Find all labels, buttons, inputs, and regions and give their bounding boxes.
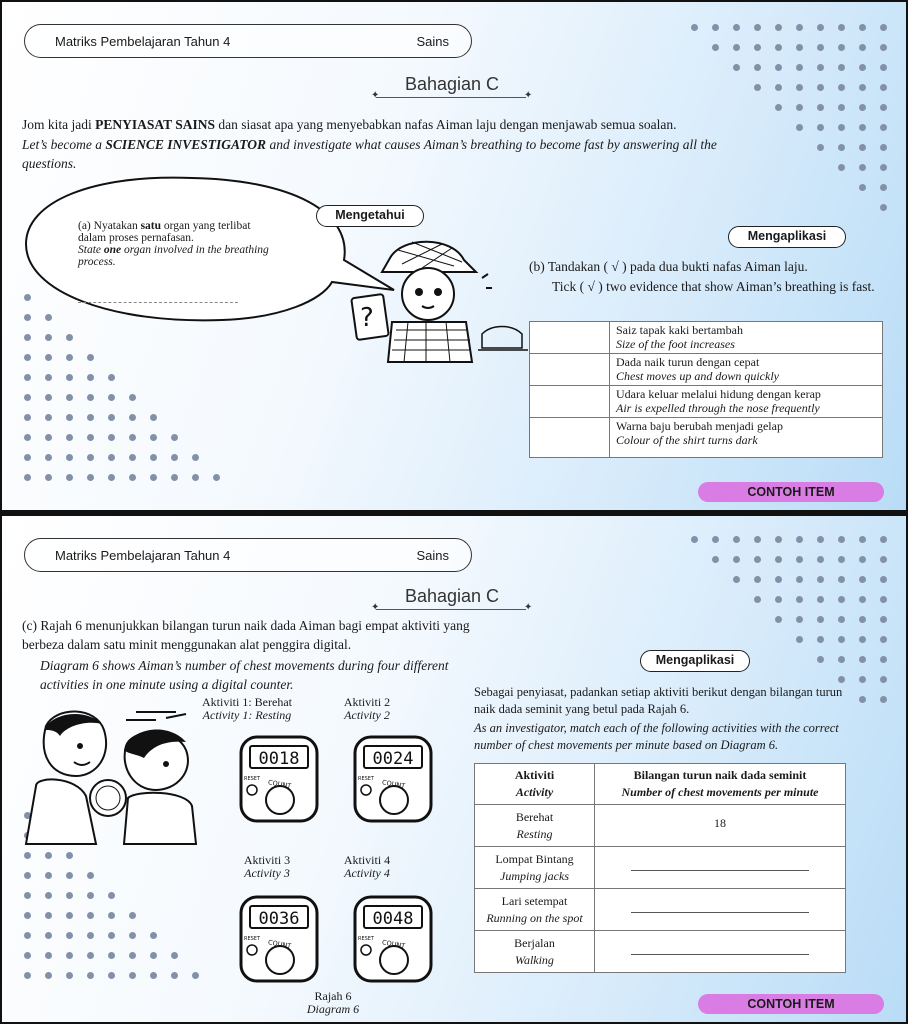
decor-dot [66,852,73,859]
decor-dot [66,454,73,461]
decor-dot [817,556,824,563]
activity-cell: Lompat Bintang Jumping jacks [475,847,595,889]
decor-dot [838,616,845,623]
decor-dot [24,374,31,381]
tick-cell[interactable] [530,322,610,354]
decor-dot [796,84,803,91]
decor-dot [880,204,887,211]
decor-dot [87,872,94,879]
decor-dot [733,556,740,563]
decor-dot [838,84,845,91]
decor-dot [45,892,52,899]
table-row [475,847,846,889]
decor-dot [129,414,136,421]
table-header-row [475,764,846,805]
decor-dot [87,454,94,461]
answer-blank[interactable] [631,901,809,913]
decor-dot [859,184,866,191]
decor-dot [880,124,887,131]
decor-dot [45,872,52,879]
decor-dot [108,394,115,401]
decor-dot [24,454,31,461]
reset-label: RESET [358,776,375,782]
decor-dot [66,892,73,899]
tick-cell[interactable] [530,354,610,386]
decor-dot [796,44,803,51]
decor-dot [817,64,824,71]
decor-dot [859,616,866,623]
counter-label: Aktiviti 1: Berehat Activity 1: Resting [202,695,292,722]
activity-cell: Lari setempat Running on the spot [475,889,595,931]
decor-dot [838,536,845,543]
decor-dot [796,636,803,643]
decor-dot [838,556,845,563]
section-title: Bahagian C [404,586,500,606]
decor-dot [66,932,73,939]
tick-cell[interactable] [530,386,610,418]
decor-dot [817,124,824,131]
decor-dot [66,434,73,441]
question-b-english: Tick ( √ ) two evidence that show Aiman’s breathing is fast. [552,279,875,294]
intro-malay: Jom kita jadi PENYIASAT SAINS dan siasat apa yang menyebabkan nafas Aiman laju dengan menjawab semua soalan. [22,117,677,132]
decor-dot [66,872,73,879]
decor-dot [129,434,136,441]
decor-dot [150,434,157,441]
decor-dot [45,852,52,859]
table-row [475,805,846,847]
table-row [530,322,883,354]
decor-dot [192,474,199,481]
slide-2 [2,516,906,1022]
decor-dot [859,124,866,131]
section-underline [376,609,526,610]
evidence-table [529,321,883,458]
decor-dot [880,656,887,663]
badge-mengetahui: Mengetahui [316,205,424,227]
counter-display: 0036 [258,909,300,929]
decor-dot [817,596,824,603]
section-underline [376,97,526,98]
decor-dot [66,952,73,959]
intro-english: Let’s become a SCIENCE INVESTIGATOR and investigate what causes Aiman’s breathing to become fast by answering all the questions. [22,137,717,171]
table-row [475,889,846,931]
reset-label: RESET [244,776,261,782]
decor-dot [754,536,761,543]
decor-dot [150,454,157,461]
decor-dot [45,354,52,361]
question-c-english: Diagram 6 shows Aiman’s number of chest movements during four different activities in one minute using a digital counter. [40,658,449,692]
sparkle-icon: ✦ [524,602,533,613]
decor-dot [754,576,761,583]
decor-dot [87,434,94,441]
option-cell: Dada naik turun dengan cepat Chest moves up and down quickly [610,354,883,386]
decor-dot [733,44,740,51]
decor-dot [129,952,136,959]
decor-dot [796,536,803,543]
decor-dot [880,696,887,703]
digital-counter [352,894,434,984]
decor-dot [192,972,199,979]
count-label: COUNT [381,938,406,951]
decor-dot [838,636,845,643]
decor-dot [66,912,73,919]
decor-dot [24,414,31,421]
decor-dot [838,124,845,131]
decor-dot [24,434,31,441]
decor-dot [796,616,803,623]
digital-counter [238,734,320,824]
decor-dot [859,164,866,171]
decor-dot [66,414,73,421]
answer-line[interactable] [78,302,238,303]
decor-dot [129,474,136,481]
decor-dot [880,556,887,563]
decor-dot [796,556,803,563]
decor-dot [45,414,52,421]
decor-dot [87,474,94,481]
decor-dot [45,932,52,939]
decor-dot [108,912,115,919]
decor-dot [691,24,698,31]
decor-dot [150,414,157,421]
decor-dot [87,932,94,939]
decor-dot [817,636,824,643]
decor-dot [24,972,31,979]
decor-dot [691,536,698,543]
decor-dot [129,932,136,939]
decor-dot [108,434,115,441]
decor-dot [87,892,94,899]
decor-dot [171,454,178,461]
counter-display: 0024 [372,749,414,769]
decor-dot [796,124,803,131]
decor-dot [859,696,866,703]
detective-boy-illustration [342,238,532,364]
decor-dot [859,676,866,683]
decor-dot [171,474,178,481]
decor-dot [24,852,31,859]
decor-dot [108,952,115,959]
decor-dot [838,24,845,31]
decor-dot [859,536,866,543]
decor-dot [87,414,94,421]
decor-dot [859,596,866,603]
decor-dot [796,104,803,111]
decor-dot [796,64,803,71]
decor-dot [817,84,824,91]
decor-dot [817,536,824,543]
decor-dot [45,434,52,441]
decor-dot [754,84,761,91]
decor-dot [838,596,845,603]
decor-dot [712,24,719,31]
decor-dot [859,576,866,583]
badge-mengaplikasi: Mengaplikasi [640,650,750,672]
decor-dot [817,144,824,151]
contoh-item-badge: CONTOH ITEM [698,994,884,1014]
decor-dot [859,144,866,151]
decor-dot [171,972,178,979]
decor-dot [775,104,782,111]
decor-dot [45,394,52,401]
counter-display: 0048 [372,909,414,929]
decor-dot [817,616,824,623]
decor-dot [45,454,52,461]
decor-dot [859,104,866,111]
header-title: Matriks Pembelajaran Tahun 4 [55,34,231,49]
counter-label: Aktiviti 3 Activity 3 [243,853,291,880]
decor-dot [880,536,887,543]
header-pill [24,24,472,58]
decor-dot [880,24,887,31]
decor-dot [775,24,782,31]
sparkle-icon: ✦ [371,602,380,613]
decor-dot [108,454,115,461]
header-number: Bilangan turun naik dada seminit Number of chest movements per minute [595,764,846,805]
decor-dot [817,656,824,663]
decor-dot [775,44,782,51]
decor-dot [108,474,115,481]
decor-dot [129,394,136,401]
decor-dot [838,64,845,71]
decor-dot [880,636,887,643]
decor-dot [838,164,845,171]
svg-text:?: ? [360,303,374,333]
decor-dot [108,414,115,421]
instruction-malay: Sebagai penyiasat, padankan setiap aktiviti berikut dengan bilangan turun naik dada seminit yang betul pada Rajah 6. [474,685,843,716]
header-title: Matriks Pembelajaran Tahun 4 [55,548,231,563]
decor-dot [213,474,220,481]
decor-dot [150,932,157,939]
activity-cell: Berehat Resting [475,805,595,847]
sparkle-icon: ✦ [371,90,380,101]
decor-dot [859,44,866,51]
decor-dot [775,596,782,603]
decor-dot [150,972,157,979]
decor-dot [838,676,845,683]
question-b-malay: (b) Tandakan ( √ ) pada dua bukti nafas Aiman laju. [529,259,808,274]
decor-dot [859,556,866,563]
decor-dot [171,434,178,441]
option-cell: Warna baju berubah menjadi gelap Colour of the shirt turns dark [610,418,883,458]
decor-dot [838,656,845,663]
decor-dot [108,892,115,899]
sparkle-icon: ✦ [524,90,533,101]
badge-mengaplikasi: Mengaplikasi [728,226,846,248]
decor-dot [880,144,887,151]
decor-dot [24,892,31,899]
decor-dot [859,64,866,71]
decor-dot [733,64,740,71]
decor-dot [66,374,73,381]
decor-dot [754,44,761,51]
decor-dot [838,44,845,51]
count-label: COUNT [381,778,406,791]
decor-dot [775,616,782,623]
count-label: COUNT [267,778,292,791]
decor-dot [880,164,887,171]
decor-dot [171,952,178,959]
decor-dot [733,536,740,543]
decor-dot [880,676,887,683]
question-a-english: State one organ involved in the breathing process. [78,244,269,268]
decor-dot [66,354,73,361]
decor-dot [817,104,824,111]
slide-1 [2,2,906,510]
decor-dot [859,656,866,663]
decor-dot [775,556,782,563]
header-activity: Aktiviti Activity [475,764,595,805]
decor-dot [45,972,52,979]
decor-dot [880,596,887,603]
tick-cell[interactable] [530,418,610,458]
decor-dot [796,576,803,583]
decor-dot [45,952,52,959]
decor-dot [838,144,845,151]
decor-dot [754,64,761,71]
decor-dot [45,374,52,381]
decor-dot [838,104,845,111]
decor-dot [192,454,199,461]
decor-dot [838,576,845,583]
activity-cell: Berjalan Walking [475,931,595,973]
boys-illustration [16,706,206,846]
count-label: COUNT [267,938,292,951]
reset-label: RESET [244,936,261,942]
question-a [78,220,278,268]
activity-table [474,763,846,973]
decor-dot [24,474,31,481]
decor-dot [87,394,94,401]
decor-dot [24,932,31,939]
decor-dot [87,972,94,979]
counter-display: 0018 [258,749,300,769]
answer-cell[interactable] [595,931,846,973]
option-cell: Udara keluar melalui hidung dengan kerap Air is expelled through the nose frequently [610,386,883,418]
header-subject: Sains [416,548,449,563]
table-row [530,418,883,458]
table-row [530,386,883,418]
header-pill [24,538,472,572]
answer-blank[interactable] [631,859,809,871]
instruction-english: As an investigator, match each of the following activities with the correct number of chest movements per minute based on Diagram 6. [474,721,839,752]
decor-dot [796,24,803,31]
decor-dot [817,576,824,583]
digital-counter [352,734,434,824]
decor-dot [754,596,761,603]
counter-label: Aktiviti 4 Activity 4 [343,853,391,880]
decor-dot [87,952,94,959]
answer-cell: 18 [595,805,846,847]
question-c-malay: (c) Rajah 6 menunjukkan bilangan turun naik dada Aiman bagi empat aktiviti yang berbeza dalam satu minit menggunakan alat penggira digital. [22,618,470,652]
decor-dot [712,556,719,563]
decor-dot [108,972,115,979]
decor-dot [712,44,719,51]
decor-dot [87,374,94,381]
decor-dot [733,576,740,583]
decor-dot [880,576,887,583]
decor-dot [796,596,803,603]
decor-dot [712,536,719,543]
answer-cell[interactable] [595,889,846,931]
decor-dot [150,952,157,959]
decor-dot [880,84,887,91]
decor-dot [129,454,136,461]
decor-dot [754,24,761,31]
decor-dot [87,912,94,919]
decor-dot [24,952,31,959]
decor-dot [733,24,740,31]
decor-dot [880,44,887,51]
option-cell: Saiz tapak kaki bertambah Size of the foot increases [610,322,883,354]
question-a-malay: (a) Nyatakan satu organ yang terlibat dalam proses pernafasan. [78,220,251,244]
decor-dot [775,576,782,583]
decor-dot [87,354,94,361]
counter-label: Aktiviti 2 Activity 2 [343,695,391,722]
decor-dot [108,374,115,381]
decor-dot [859,24,866,31]
decor-dot [150,474,157,481]
decor-dot [45,912,52,919]
decor-dot [66,474,73,481]
answer-blank[interactable] [631,943,809,955]
decor-dot [66,394,73,401]
decor-dot [24,872,31,879]
decor-dot [817,24,824,31]
decor-dot [880,184,887,191]
decor-dot [129,912,136,919]
reset-label: RESET [358,936,375,942]
section-title: Bahagian C [404,74,500,94]
decor-dot [880,104,887,111]
digital-counter [238,894,320,984]
decor-dot [775,536,782,543]
answer-cell[interactable] [595,847,846,889]
header-subject: Sains [416,34,449,49]
decor-dot [880,64,887,71]
decor-dot [775,84,782,91]
decor-dot [754,556,761,563]
decor-dot [880,616,887,623]
contoh-item-badge: CONTOH ITEM [698,482,884,502]
decor-dot [859,636,866,643]
decor-dot [45,474,52,481]
decor-dot [129,972,136,979]
decor-dot [775,64,782,71]
table-row [530,354,883,386]
diagram-caption: Rajah 6 Diagram 6 [306,989,360,1016]
table-row [475,931,846,973]
decor-dot [66,972,73,979]
decor-dot [24,912,31,919]
decor-dot [24,354,31,361]
decor-dot [108,932,115,939]
decor-dot [817,44,824,51]
decor-dot [24,394,31,401]
decor-dot [859,84,866,91]
